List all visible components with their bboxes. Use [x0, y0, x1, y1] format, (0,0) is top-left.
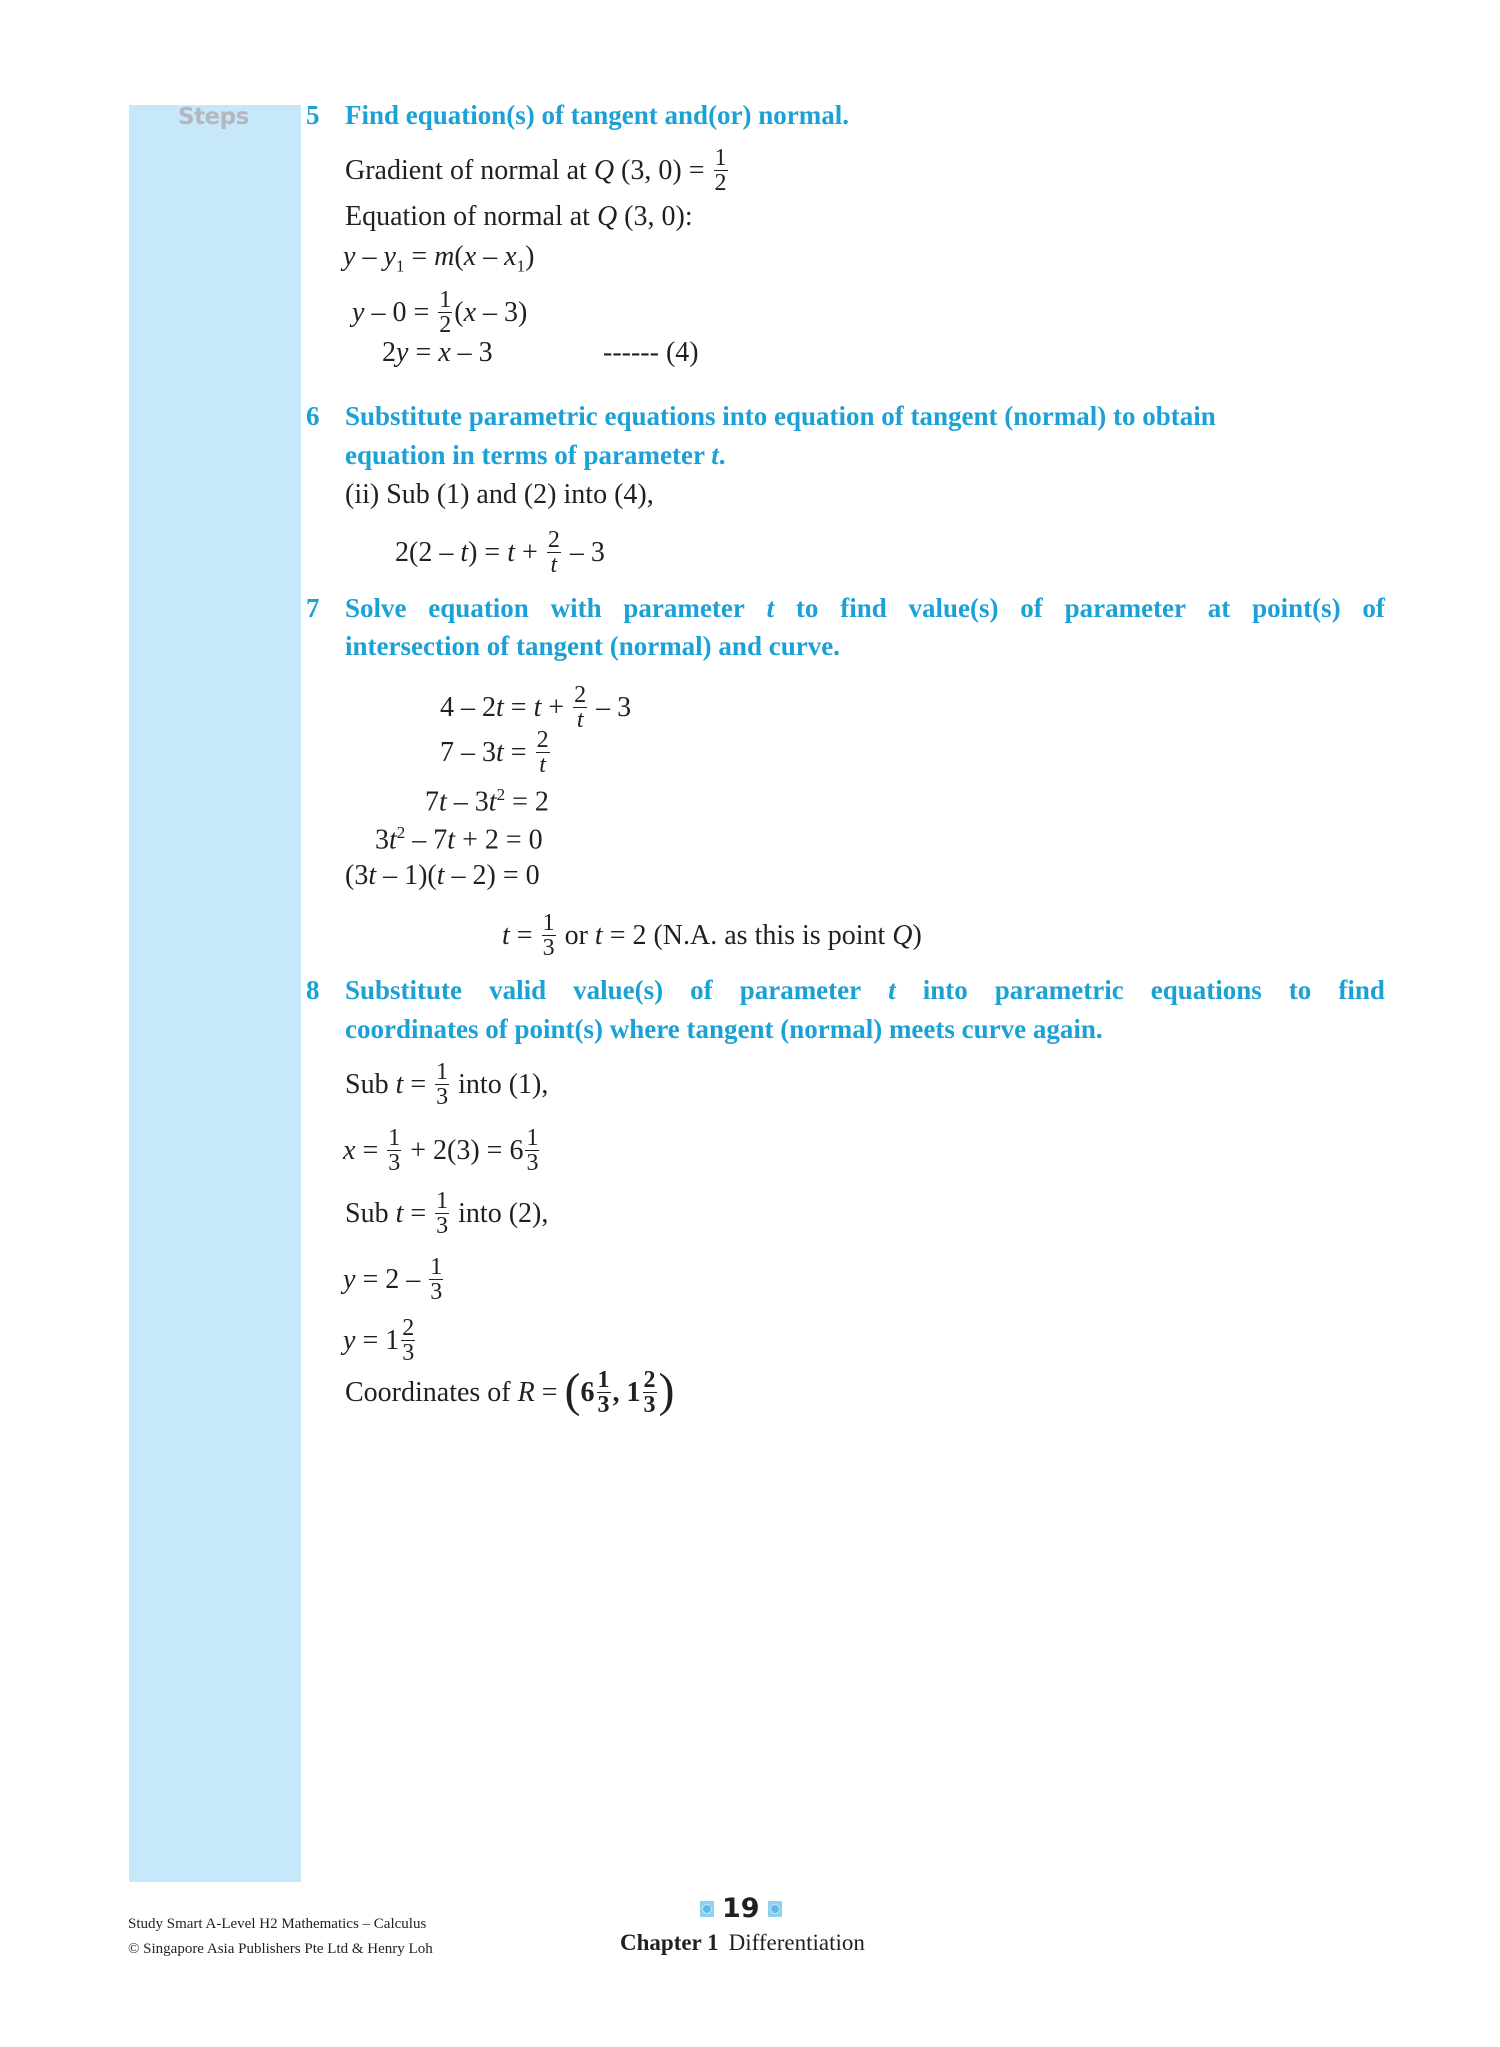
normal-substitution: y – 0 = $\frac{1}{2}$ (x – 3) [352, 287, 528, 338]
step-heading-line2: intersection of tangent (normal) and curve. [345, 631, 840, 661]
gradient-of-normal: Gradient of normal at Q (3, 0) = $\frac{1}{2}$ [345, 145, 727, 196]
substituted-equation: 2(2 – t) = t + $\frac{2}{t}$ – 3 [395, 527, 605, 578]
y-value-step: y = 2 – $\frac{1}{3}$ [343, 1254, 443, 1305]
solve-line-5: (3t – 1)(t – 2) = 0 [345, 860, 540, 891]
solve-line-3: $7t - 3t^2 = 2$ [425, 785, 549, 818]
normal-equation: 2y = x – 3 [382, 337, 493, 368]
solve-line-4: $3t^2 - 7t + 2 = 0$ [375, 823, 543, 856]
step-heading-line2: equation in terms of parameter t. [345, 440, 726, 470]
book-title: Study Smart A-Level H2 Mathematics – Calculus [128, 1916, 427, 1932]
page-deco-icon [700, 1901, 714, 1917]
steps-label: Steps [178, 104, 249, 130]
x-value: x = $\frac{1}{3}$ + 2(3) = 6 $\frac{1}{3}$ [343, 1125, 539, 1176]
step-number: 5 [306, 100, 320, 130]
y-value: y = 1 $\frac{2}{3}$ [343, 1315, 415, 1366]
solve-line-2: 7 – 3t = $\frac{2}{t}$ [440, 727, 549, 778]
sub-t-into-2: Sub t = $\frac{1}{3}$ into (2), [345, 1188, 549, 1239]
step-number: 7 [306, 593, 320, 623]
step-heading-line1: Substitute valid value(s) of parameter t into parametric equations to find [345, 975, 1385, 1005]
coordinates-of-r: Coordinates of R = (6 $\frac{1}{3}$ , 1 $\frac{2}{3}$ ) [345, 1363, 675, 1418]
step-number: 8 [306, 975, 320, 1005]
step-heading-line2: coordinates of point(s) where tangent (normal) meets curve again. [345, 1014, 1103, 1044]
chapter-label: Chapter 1 [620, 1930, 719, 1955]
chapter-footer [620, 1930, 865, 1956]
sub-into-4: (ii) Sub (1) and (2) into (4), [345, 479, 654, 510]
page-number-block [700, 1893, 782, 1924]
point-slope-formula: $y - y_1 = m(x - x_1)$ [343, 241, 535, 276]
step-number: 6 [306, 401, 320, 431]
step-heading-line1: Solve equation with parameter t to find value(s) of parameter at point(s) of [345, 593, 1385, 623]
solve-line-6: t = $\frac{1}{3}$ or t = 2 (N.A. as this is point Q) [502, 910, 922, 961]
steps-sidebar [129, 105, 301, 1882]
step-heading: Find equation(s) of tangent and(or) normal. [345, 100, 850, 130]
step-heading-line1: Substitute parametric equations into equation of tangent (normal) to obtain [345, 401, 1216, 431]
page-deco-icon [768, 1901, 782, 1917]
copyright: © Singapore Asia Publishers Pte Ltd & Henry Loh [128, 1941, 433, 1957]
sub-t-into-1: Sub t = $\frac{1}{3}$ into (1), [345, 1059, 549, 1110]
equation-label-4: ------ (4) [603, 337, 699, 368]
solve-line-1: 4 – 2t = t + $\frac{2}{t}$ – 3 [440, 682, 632, 733]
equation-of-normal-label: Equation of normal at Q (3, 0): [345, 201, 693, 232]
chapter-title: Differentiation [728, 1930, 865, 1955]
page-number: 19 [722, 1893, 760, 1924]
